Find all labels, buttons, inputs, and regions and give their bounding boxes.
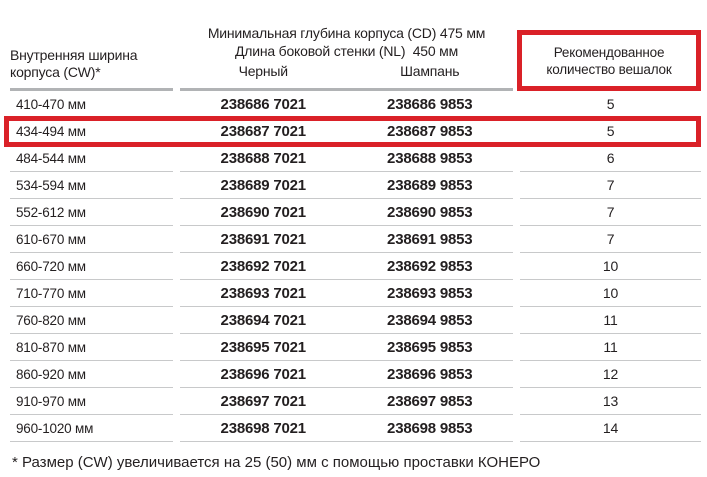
- cell-codes: [180, 199, 513, 226]
- table-row: [10, 253, 701, 280]
- column-gap: [513, 280, 520, 307]
- cell-code-champagne: 238688 9853: [387, 149, 473, 167]
- cell-codes: [180, 226, 513, 253]
- column-header-black: Черный: [238, 63, 288, 79]
- table-row: [10, 361, 701, 388]
- footnote: * Размер (CW) увеличивается на 25 (50) мм с помощью проставки КОНЕРО: [12, 454, 541, 471]
- cell-hanger-count: 11: [520, 334, 701, 361]
- cell-code-black: 238687 7021: [220, 122, 306, 140]
- column-gap: [513, 388, 520, 415]
- table-row: [10, 145, 701, 172]
- table-row: [10, 91, 701, 118]
- column-gap: [173, 253, 180, 280]
- cell-width-range: 860-920 мм: [10, 361, 173, 388]
- cell-code-champagne: 238690 9853: [387, 203, 473, 221]
- cell-hanger-count: 12: [520, 361, 701, 388]
- cell-width-range: 660-720 мм: [10, 253, 173, 280]
- cell-codes: [180, 307, 513, 334]
- cell-code-black: 238696 7021: [220, 365, 306, 383]
- cell-width-range: 552-612 мм: [10, 199, 173, 226]
- column-gap: [513, 172, 520, 199]
- recommended-hangers-highlight-box: [517, 30, 701, 91]
- cell-width-range: 960-1020 мм: [10, 415, 173, 442]
- cell-width-range: 410-470 мм: [10, 91, 173, 118]
- cell-hanger-count: 5: [520, 91, 701, 118]
- cell-codes: [180, 172, 513, 199]
- cell-code-black: 238692 7021: [220, 257, 306, 275]
- column-gap: [513, 334, 520, 361]
- cell-hanger-count: 6: [520, 145, 701, 172]
- table-row: [10, 226, 701, 253]
- cell-hanger-count: 7: [520, 172, 701, 199]
- cell-hanger-count: 14: [520, 415, 701, 442]
- cell-codes: [180, 253, 513, 280]
- cell-code-black: 238690 7021: [220, 203, 306, 221]
- column-gap: [173, 334, 180, 361]
- column-gap: [513, 253, 520, 280]
- column-gap: [173, 172, 180, 199]
- table-row: [10, 334, 701, 361]
- cell-codes: [180, 280, 513, 307]
- cell-code-champagne: 238698 9853: [387, 419, 473, 437]
- column-gap: [173, 361, 180, 388]
- column-header-hangers: Рекомендованное количество вешалок: [546, 44, 672, 77]
- table-row: [10, 388, 701, 415]
- cell-hanger-count: 10: [520, 280, 701, 307]
- column-gap: [173, 91, 180, 118]
- cell-code-champagne: 238687 9853: [387, 122, 473, 140]
- column-gap: [173, 415, 180, 442]
- table-row: [10, 415, 701, 442]
- column-header-width: Внутренняя ширина корпуса (CW)*: [10, 25, 173, 91]
- cell-hanger-count: 5: [520, 118, 701, 145]
- cell-hanger-count: 7: [520, 199, 701, 226]
- cell-hanger-count: 10: [520, 253, 701, 280]
- cell-codes: [180, 118, 513, 145]
- column-gap: [513, 307, 520, 334]
- cell-code-black: 238693 7021: [220, 284, 306, 302]
- table-row: [10, 307, 701, 334]
- column-gap: [513, 226, 520, 253]
- cell-width-range: 434-494 мм: [10, 118, 173, 145]
- column-gap: [513, 361, 520, 388]
- cell-width-range: 710-770 мм: [10, 280, 173, 307]
- cell-codes: [180, 361, 513, 388]
- cell-hanger-count: 11: [520, 307, 701, 334]
- table-body: [10, 91, 701, 442]
- cell-codes: [180, 388, 513, 415]
- cell-code-champagne: 238695 9853: [387, 338, 473, 356]
- table-header: [10, 25, 701, 91]
- cell-width-range: 910-970 мм: [10, 388, 173, 415]
- cell-code-champagne: 238693 9853: [387, 284, 473, 302]
- column-header-champagne: Шампань: [400, 63, 460, 79]
- cell-code-champagne: 238694 9853: [387, 311, 473, 329]
- cell-width-range: 760-820 мм: [10, 307, 173, 334]
- table-row: [10, 199, 701, 226]
- column-gap: [173, 25, 180, 91]
- cell-codes: [180, 334, 513, 361]
- cell-width-range: 610-670 мм: [10, 226, 173, 253]
- cell-code-black: 238695 7021: [220, 338, 306, 356]
- column-gap: [173, 226, 180, 253]
- cell-width-range: 810-870 мм: [10, 334, 173, 361]
- spec-line-side-panel: Длина боковой стенки (NL) 450 мм: [234, 43, 459, 59]
- spec-line-depth: Минимальная глубина корпуса (CD) 475 мм: [207, 25, 486, 41]
- column-gap: [173, 199, 180, 226]
- cell-width-range: 484-544 мм: [10, 145, 173, 172]
- cell-codes: [180, 91, 513, 118]
- column-gap: [173, 307, 180, 334]
- column-gap: [173, 280, 180, 307]
- column-gap: [513, 199, 520, 226]
- cell-hanger-count: 7: [520, 226, 701, 253]
- cell-code-black: 238697 7021: [220, 392, 306, 410]
- cell-codes: [180, 145, 513, 172]
- table-row: [10, 172, 701, 199]
- cell-code-black: 238689 7021: [220, 176, 306, 194]
- cell-code-black: 238688 7021: [220, 149, 306, 167]
- cell-code-champagne: 238692 9853: [387, 257, 473, 275]
- column-gap: [173, 118, 180, 145]
- column-gap: [513, 145, 520, 172]
- column-gap: [173, 145, 180, 172]
- cell-width-range: 534-594 мм: [10, 172, 173, 199]
- cell-code-champagne: 238689 9853: [387, 176, 473, 194]
- column-gap: [513, 91, 520, 118]
- cell-code-black: 238686 7021: [220, 95, 306, 113]
- cell-code-champagne: 238686 9853: [387, 95, 473, 113]
- cell-code-champagne: 238696 9853: [387, 365, 473, 383]
- color-labels-row: [180, 63, 513, 79]
- cell-code-champagne: 238697 9853: [387, 392, 473, 410]
- cell-code-black: 238691 7021: [220, 230, 306, 248]
- cell-hanger-count: 13: [520, 388, 701, 415]
- cell-codes: [180, 415, 513, 442]
- column-header-hangers-cell: [520, 25, 701, 91]
- column-gap: [173, 388, 180, 415]
- table-row: [10, 280, 701, 307]
- column-header-specs: [180, 25, 513, 91]
- cell-code-black: 238694 7021: [220, 311, 306, 329]
- column-gap: [513, 415, 520, 442]
- column-gap: [513, 118, 520, 145]
- cell-code-champagne: 238691 9853: [387, 230, 473, 248]
- cell-code-black: 238698 7021: [220, 419, 306, 437]
- table-row: [10, 118, 701, 145]
